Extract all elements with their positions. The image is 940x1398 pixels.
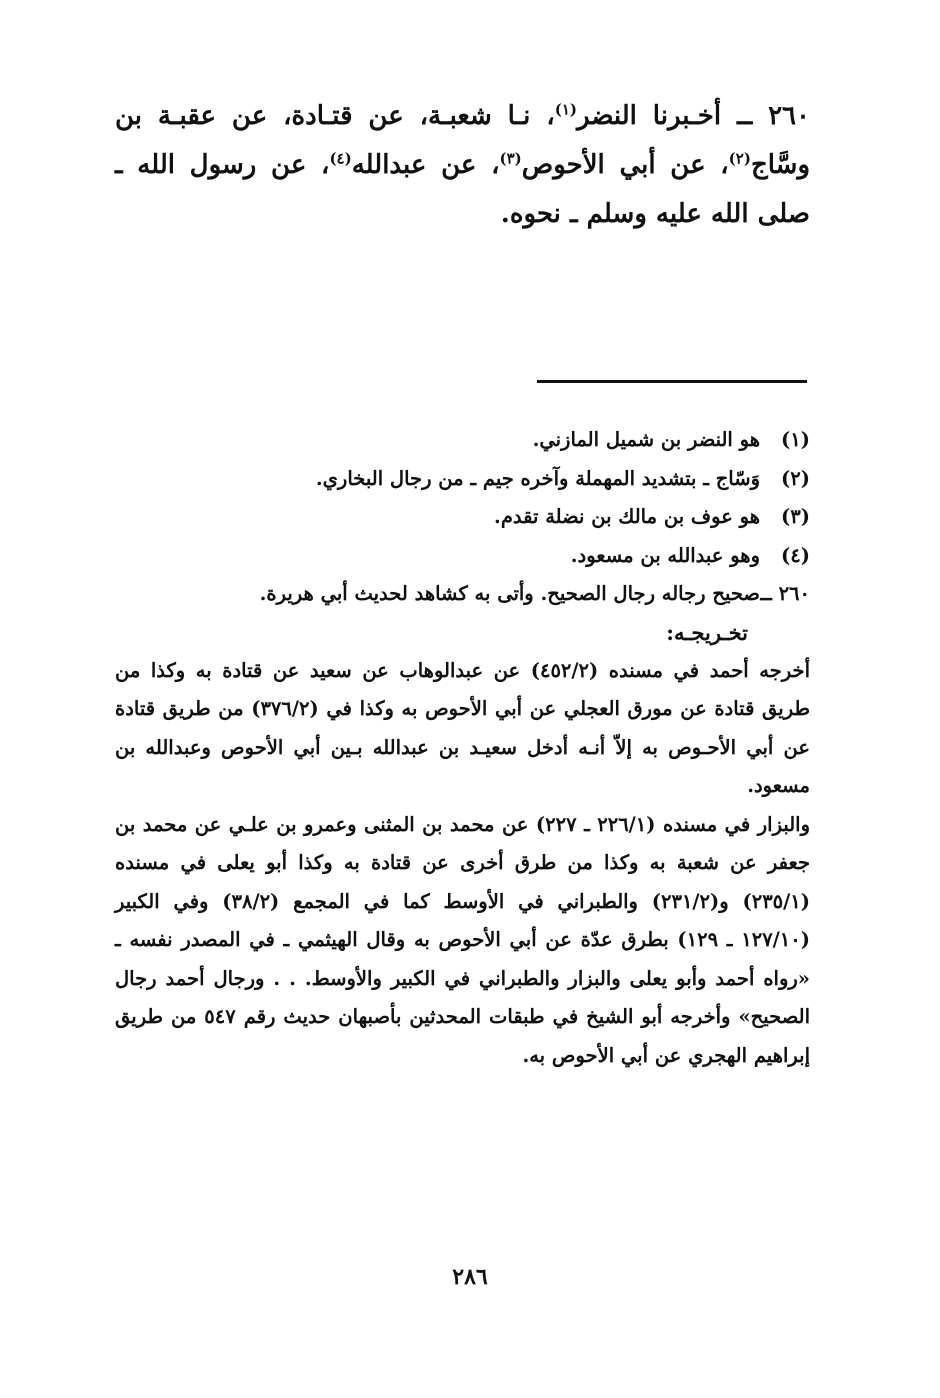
hadith-text-part: ، عن عبدالله — [351, 150, 500, 180]
footnote-number: (٣) — [781, 505, 810, 528]
footnote-text: وهو عبدالله بن مسعود. — [570, 543, 760, 567]
hadith-text-part: ، عن رسول الله ـ صلى الله عليه وسلم ـ نحوه. — [115, 150, 810, 229]
hadith-paragraph — [115, 92, 810, 239]
footnote-item-grading — [115, 575, 810, 614]
footnote-ref-4: (٤) — [329, 149, 352, 168]
hadith-text-part: ــ أخـبرنا النضر — [577, 101, 769, 131]
footnote-ref-3: (٣) — [499, 149, 522, 168]
footnote-text: هو النضر بن شميل المازني. — [532, 428, 760, 451]
takhrij-heading: تخـريجـه: — [666, 619, 748, 645]
footnote-ref-2: (٢) — [728, 149, 751, 168]
footnote-text: هو عوف بن مالك بن نضلة تقدم. — [494, 505, 760, 528]
footnote-item — [115, 460, 810, 499]
footnote-separator — [537, 380, 807, 383]
footnote-number: (١) — [781, 428, 810, 451]
footnote-ref-1: (١) — [554, 100, 577, 119]
hadith-text-part: ، نـا شعبـة، عن قتـادة، عن عقبـة بن وسَّاج — [115, 101, 810, 180]
footnote-number: (٤) — [781, 543, 810, 567]
footnote-text: صحيح رجاله رجال الصحيح. وأتى به كشاهد لحديث أبي هريرة. — [259, 582, 760, 605]
page-number: ٢٨٦ — [452, 1264, 488, 1290]
footnotes-section — [115, 421, 810, 1075]
footnote-text: وَسّاج ـ بتشديد المهملة وآخره جيم ـ من رجال البخاري. — [315, 466, 760, 490]
hadith-text-part: ، عن أبي الأحوص — [521, 150, 729, 180]
footnote-item — [115, 498, 810, 537]
footnote-number: ٢٦٠ ــ — [760, 582, 810, 605]
hadith-text — [115, 92, 810, 239]
takhrij-paragraph: والبزار في مسنده (٢٢٦/١ ـ ٢٢٧) عن محمد بن المثنى وعمرو بن علـي عن محمد بن جعفر عن شعبة به وكذا من طرق أخرى عن قتادة به وكذا أبو يعلى في مسنده (٢٣٥/١) و(٢٣١/٢) والطبراني في الأوسط كما في المجمع (٣٨/٢) وفي الكبير (١٢٧/١٠ ـ ١٢٩) بطرق عدّة عن أبي الأحوص به وقال الهيثمي ـ في المصدر نفسه ـ «رواه أحمد وأبو يعلى والبزار والطبراني في الكبير والأوسط. . . ورجال أحمد رجال الصحيح» وأخرجه أبو الشيخ في طبقات المحدثين بأصبهان حديث رقم ٥٤٧ من طريق إبراهيم الهجري عن أبي الأحوص به. — [115, 812, 810, 1067]
footnote-number: (٢) — [781, 466, 810, 490]
footnote-item — [115, 421, 810, 460]
hadith-number: ٢٦٠ — [768, 101, 810, 131]
takhrij-paragraph: أخرجه أحمد في مسنده (٤٥٢/٢) عن عبدالوهاب عن سعيد عن قتادة به وكذا من طريق قتادة عن مورق العجلي عن أبي الأحوص به وكذا في (٣٧٦/٢) من طريق قتادة عن أبي الأحـوص به إلاّ أنـه أدخل سعيـد بن عبدالله بـين أبي الأحوص وعبدالله بن مسعود. — [115, 658, 810, 797]
footnote-item — [115, 537, 810, 576]
